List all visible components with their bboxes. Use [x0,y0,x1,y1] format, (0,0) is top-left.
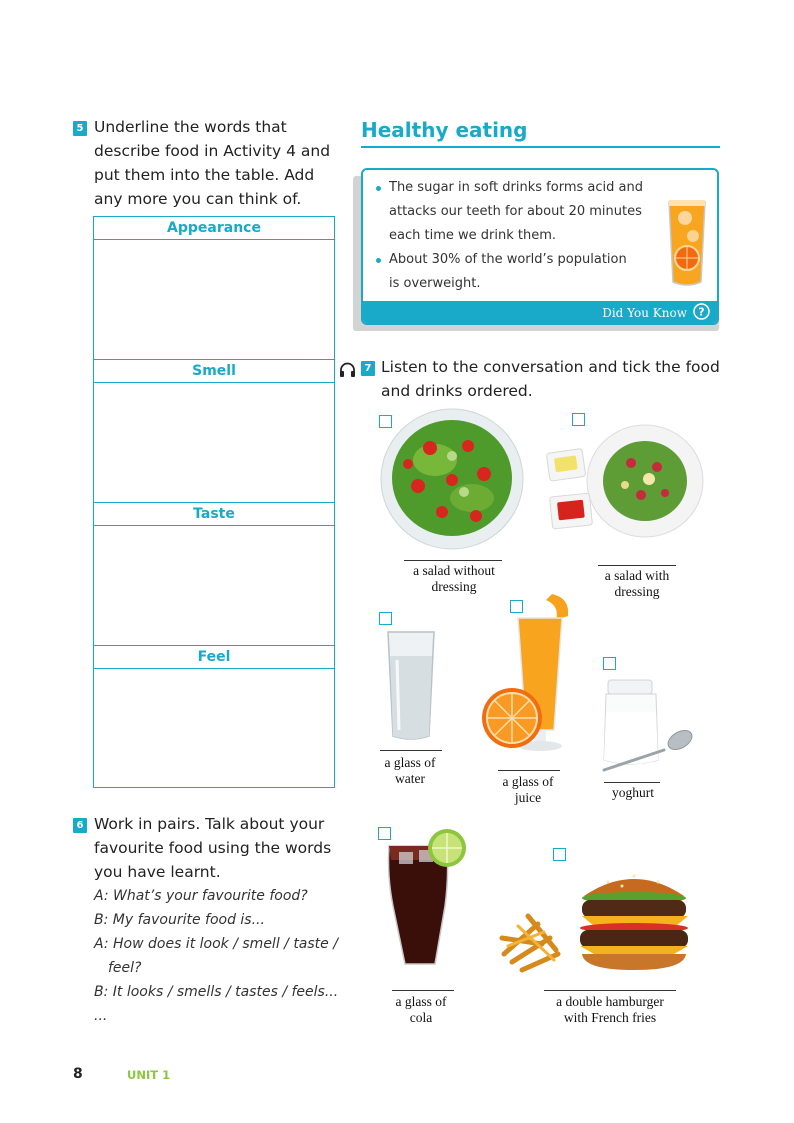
instruction-line: describe food in Activity 4 and [94,142,331,160]
caption-line: a glass of [395,994,447,1009]
did-you-know-label: Did You Know [602,306,687,320]
fact-line: attacks our teeth for about 20 minutes [389,204,642,219]
bullet-dot [376,258,381,263]
instruction-line: put them into the table. Add [94,166,315,184]
headphones-icon [339,362,356,377]
hamburger-image [498,866,698,976]
yoghurt-image [600,678,695,776]
caption-rule [404,560,502,561]
table-header-feel: Feel [94,645,334,669]
caption-line: a salad without [413,563,495,578]
caption-cola [382,994,460,1026]
activity-6-instruction [94,812,331,884]
fact-line: About 30% of the world’s population [389,252,627,267]
fact-2 [389,248,627,296]
tick-box-water[interactable] [379,612,392,625]
feel-cell[interactable] [94,669,334,787]
appearance-cell[interactable] [94,240,334,358]
activity-5-instruction [94,115,330,211]
example-line: A: What’s your favourite food? [94,888,308,904]
caption-line: a double hamburger [556,994,664,1009]
instruction-line: Listen to the conversation and tick the food [381,358,720,376]
caption-line: dressing [431,579,477,594]
caption-rule [380,750,442,751]
caption-rule [604,782,660,783]
unit-label: UNIT 1 [127,1068,171,1082]
bullet-dot [376,186,381,191]
caption-line: a glass of [384,755,436,770]
taste-cell[interactable] [94,526,334,644]
caption-line: juice [514,790,542,805]
activity-5-number: 5 [73,121,87,136]
instruction-line: Underline the words that [94,118,287,136]
caption-yoghurt [598,785,668,801]
caption-rule [544,990,676,991]
tick-box-yoghurt[interactable] [603,657,616,670]
table-header-appearance: Appearance [94,216,334,240]
example-line: ... [94,1008,108,1024]
instruction-line: favourite food using the words [94,839,332,857]
instruction-line: Work in pairs. Talk about your [94,815,325,833]
salad-without-dressing-image [380,408,525,550]
table-header-taste: Taste [94,502,334,526]
fact-line: The sugar in soft drinks forms acid and [389,180,643,195]
tick-box-hamburger[interactable] [553,848,566,861]
fact-line: is overweight. [389,276,481,291]
caption-juice [490,774,566,806]
caption-rule [498,770,560,771]
caption-line: dressing [614,584,660,599]
example-line: feel? [108,960,142,976]
fact-line: each time we drink them. [389,228,556,243]
orange-drink-image [663,196,711,290]
instruction-line: any more you can think of. [94,190,302,208]
svg-text:?: ? [698,305,705,319]
table-header-smell: Smell [94,359,334,383]
caption-line: with French fries [563,1010,657,1025]
caption-line: yoghurt [612,785,654,800]
section-title: Healthy eating [361,118,528,142]
caption-line: a glass of [502,774,554,789]
caption-hamburger [530,994,690,1026]
smell-cell[interactable] [94,383,334,501]
page-number: 8 [73,1066,83,1082]
salad-with-dressing-image [545,415,705,555]
instruction-line: you have learnt. [94,863,221,881]
activity-7-instruction [381,355,720,403]
instruction-line: and drinks ordered. [381,382,533,400]
title-underline [361,146,720,148]
caption-line: a salad with [604,568,670,583]
question-icon [693,303,710,320]
caption-line: cola [409,1010,433,1025]
food-description-table [93,216,335,788]
example-line: B: My favourite food is... [94,912,265,928]
caption-water [372,755,448,787]
activity-6-number: 6 [73,818,87,833]
example-line: A: How does it look / smell / taste / [94,936,338,952]
water-glass-image [385,630,437,742]
caption-rule [392,990,454,991]
did-you-know-box [361,168,719,325]
example-line: B: It looks / smells / tastes / feels... [94,984,339,1000]
cola-glass-image [383,826,471,972]
caption-salad-with-dressing [582,568,692,600]
activity-7-number: 7 [361,361,375,376]
caption-line: water [395,771,425,786]
fact-1 [389,176,643,248]
juice-glass-image [482,588,582,760]
caption-rule [598,565,676,566]
